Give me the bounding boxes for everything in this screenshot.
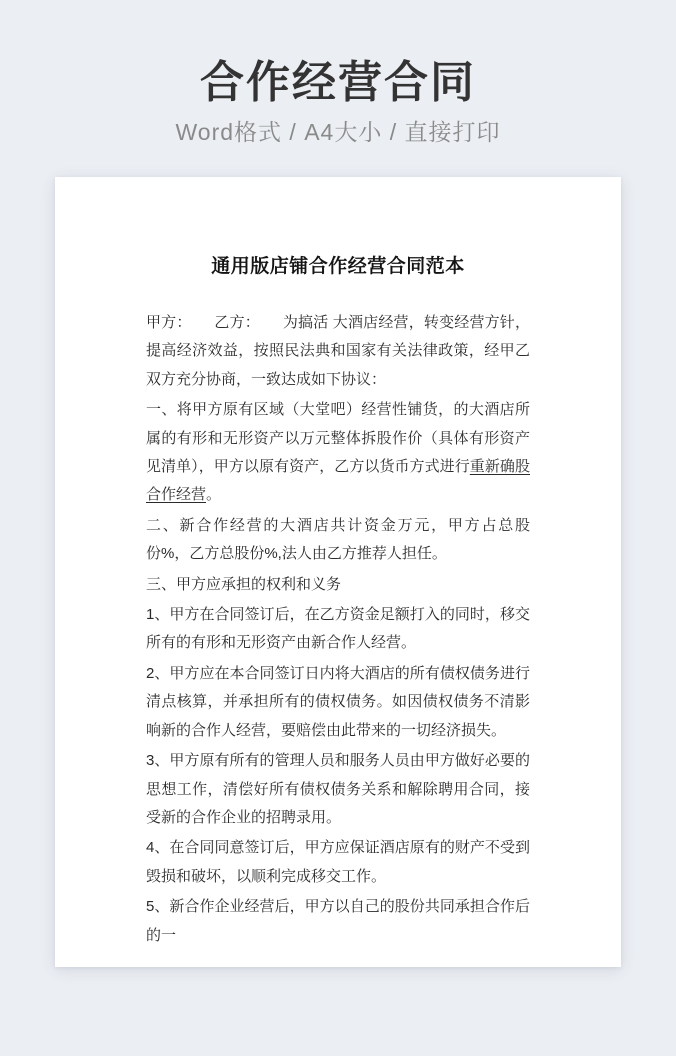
contract-paragraph bbox=[146, 834, 530, 891]
contract-paragraph bbox=[146, 747, 530, 832]
paragraph-text: 3、甲方原有所有的管理人员和服务人员由甲方做好必要的思想工作，清偿好所有债权债务关系和解除聘用合同，接受新的合作企业的招聘录用。 bbox=[146, 752, 530, 826]
contract-paragraph bbox=[146, 309, 530, 394]
contract-paragraph bbox=[146, 571, 530, 599]
paragraph-text: 2、甲方应在本合同签订日内将大酒店的所有债权债务进行清点核算，并承担所有的债权债务。如因债权债务不清影响新的合作人经营，要赔偿由此带来的一切经济损失。 bbox=[146, 664, 530, 739]
contract-paragraph bbox=[146, 601, 530, 658]
page-subtitle: Word格式 / A4大小 / 直接打印 bbox=[175, 119, 501, 145]
paragraph-text: 4、在合同同意签订后，甲方应保证酒店原有的财产不受到毁损和破坏，以顺利完成移交工作。 bbox=[146, 839, 530, 885]
paragraph-text: 二、新合作经营的大酒店共计资金万元，甲方占总股份%，乙方总股份%,法人由乙方推荐人担任。 bbox=[146, 516, 530, 563]
page-title: 合作经营合同 bbox=[200, 58, 476, 107]
contract-paragraph bbox=[146, 512, 530, 569]
contract-paragraph bbox=[146, 396, 530, 510]
paragraph-text: 甲方： 乙方： 为搞活 大酒店经营，转变经营方针，提高经济效益，按照民法典和国家有关法律政策，经甲乙双方充分协商，一致达成如下协议： bbox=[146, 314, 530, 388]
paragraph-text: 三、甲方应承担的权利和义务 bbox=[146, 575, 342, 593]
page-header bbox=[0, 0, 676, 146]
paragraph-text: 5、新合作企业经营后，甲方以自己的股份共同承担合作后的一 bbox=[146, 898, 530, 944]
document-body bbox=[146, 309, 530, 950]
document-title: 通用版店铺合作经营合同范本 bbox=[211, 256, 465, 277]
document-page bbox=[55, 177, 621, 967]
paragraph-text: 一、将甲方原有区域（大堂吧）经营性铺货，的大酒店所属的有形和无形资产以万元整体拆股作价（具体有形资产见清单），甲方以原有资产，乙方以货币方式进行 bbox=[146, 401, 530, 476]
paragraph-text: 。 bbox=[206, 486, 222, 504]
paragraph-text: 1、甲方在合同签订后，在乙方资金足额打入的同时，移交所有的有形和无形资产由新合作人经营。 bbox=[146, 606, 530, 652]
contract-paragraph bbox=[146, 660, 530, 745]
underlined-phrase: 重新确股合作经营 bbox=[146, 458, 530, 504]
contract-paragraph bbox=[146, 893, 530, 950]
